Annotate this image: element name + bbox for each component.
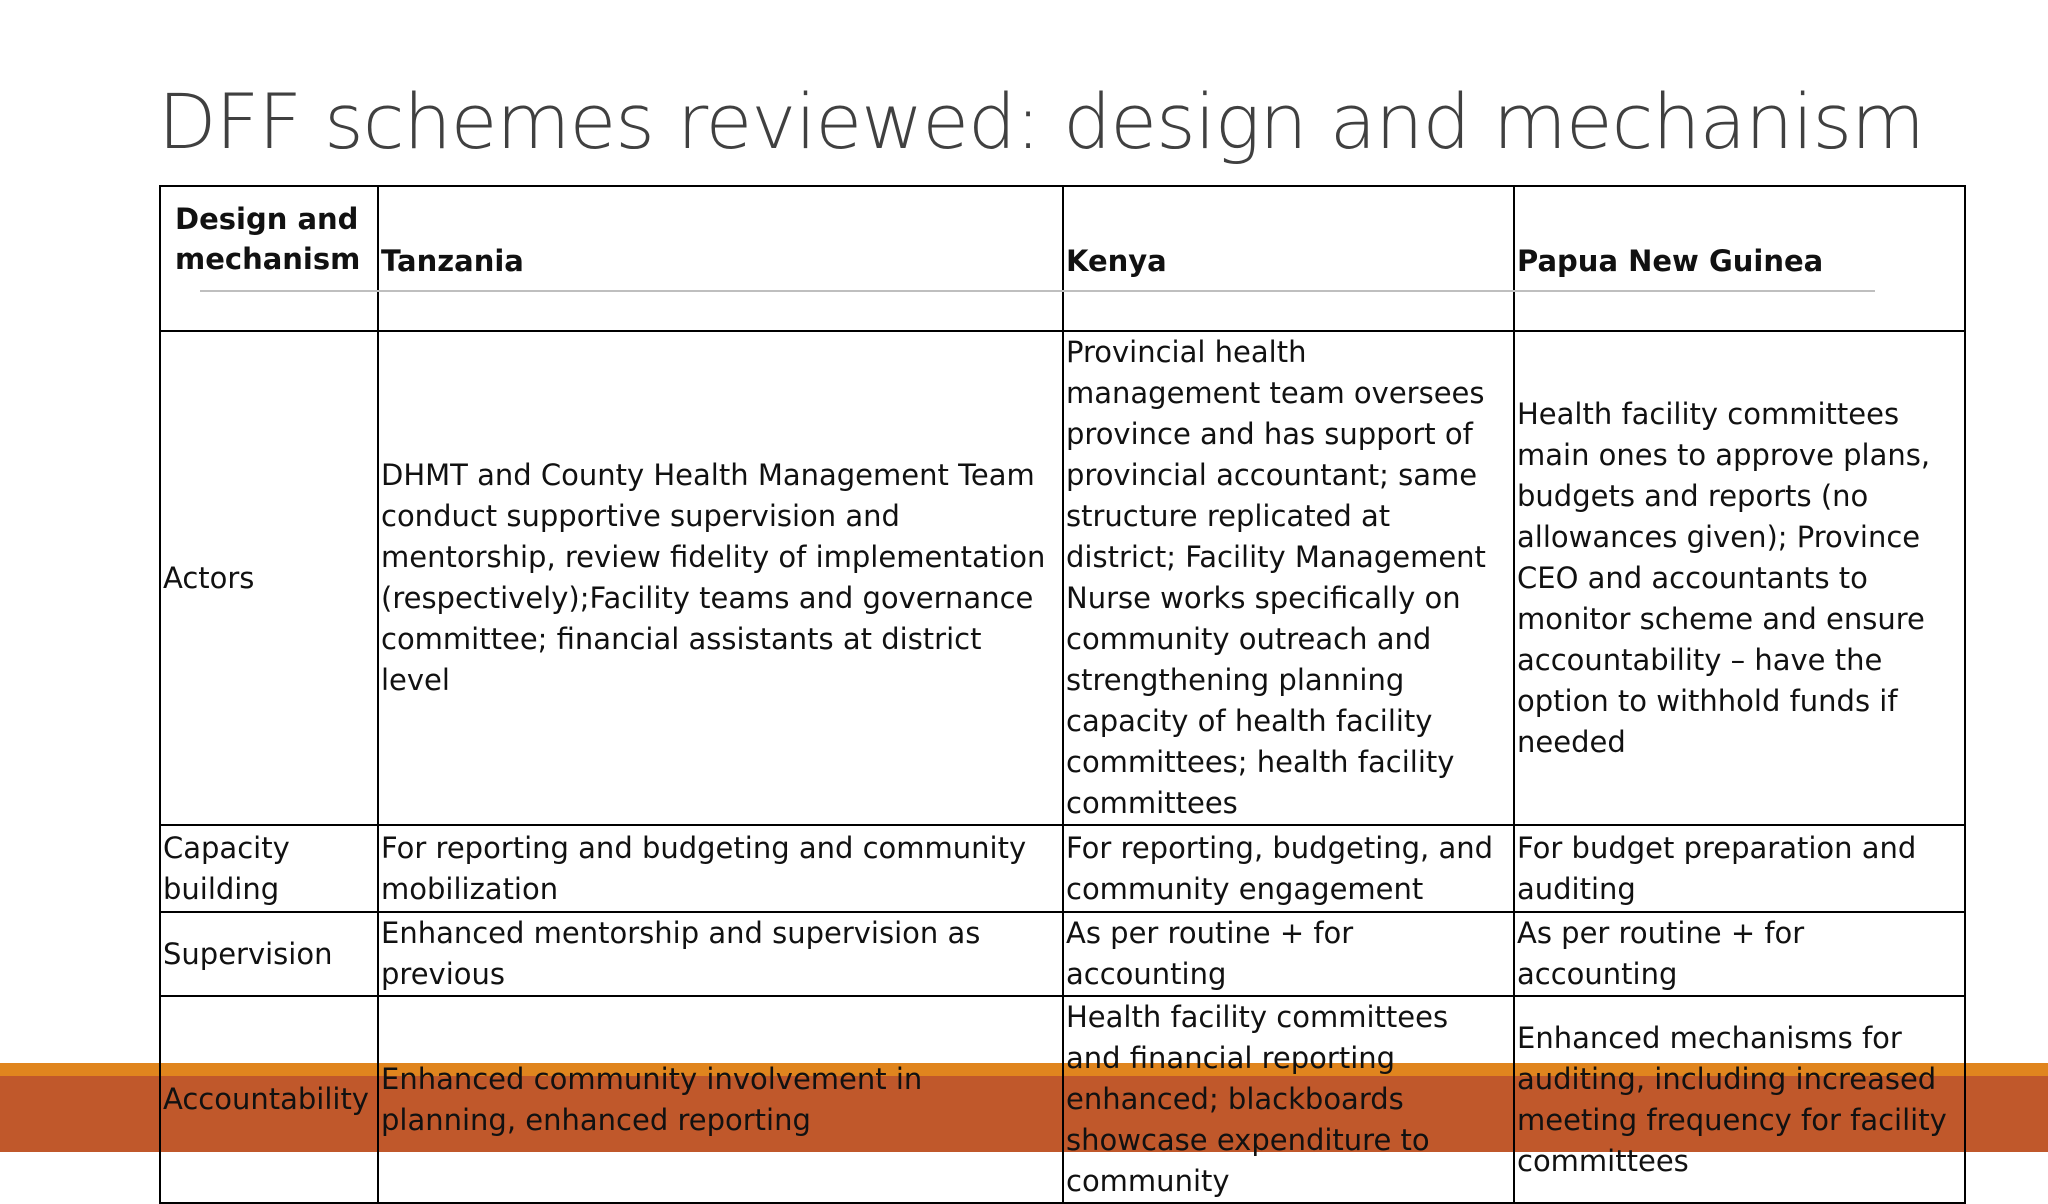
- header-cell-papua-new-guinea: Papua New Guinea: [1514, 186, 1965, 331]
- row-label-accountability: Accountability: [160, 996, 378, 1203]
- cell-actors-kenya: Provincial health management team oversees province and has support of provincial accountant; same structure replicated at district; Facility Management Nurse works specifically on community outreach and strengthening planning capacity of health facility committees; health facility committees: [1063, 331, 1514, 825]
- table-row-accountability: [160, 996, 1965, 1203]
- table-header-row: [160, 186, 1965, 331]
- row-label-actors: Actors: [160, 331, 378, 825]
- design-mechanism-table: [159, 185, 1966, 1204]
- header-divider-line: [200, 290, 1875, 292]
- cell-accountability-kenya: Health facility committees and financial reporting enhanced; blackboards showcase expenditure to community: [1063, 996, 1514, 1203]
- cell-actors-png: Health facility committees main ones to approve plans, budgets and reports (no allowances given); Province CEO and accountants to monitor scheme and ensure accountability – have the option to withhold funds if needed: [1514, 331, 1965, 825]
- cell-accountability-tanzania: Enhanced community involvement in planning, enhanced reporting: [378, 996, 1063, 1203]
- cell-capacity-png: For budget preparation and auditing: [1514, 825, 1965, 912]
- table-row-capacity-building: [160, 825, 1965, 912]
- slide-title: DFF schemes reviewed: design and mechanism: [158, 77, 1925, 166]
- cell-supervision-png: As per routine + for accounting: [1514, 912, 1965, 996]
- table-row-supervision: [160, 912, 1965, 996]
- row-label-supervision: Supervision: [160, 912, 378, 996]
- cell-capacity-tanzania: For reporting and budgeting and community mobilization: [378, 825, 1063, 912]
- header-cell-kenya: Kenya: [1063, 186, 1514, 331]
- table-row-actors: [160, 331, 1965, 825]
- cell-supervision-tanzania: Enhanced mentorship and supervision as previous: [378, 912, 1063, 996]
- header-cell-tanzania: Tanzania: [378, 186, 1063, 331]
- cell-actors-tanzania: DHMT and County Health Management Team conduct supportive supervision and mentorship, review fidelity of implementation (respectively);Facility teams and governance committee; financial assistants at district level: [378, 331, 1063, 825]
- row-label-capacity-building: Capacity building: [160, 825, 378, 912]
- cell-supervision-kenya: As per routine + for accounting: [1063, 912, 1514, 996]
- cell-accountability-png: Enhanced mechanisms for auditing, including increased meeting frequency for facility committees: [1514, 996, 1965, 1203]
- header-cell-design-mechanism: Design and mechanism: [160, 186, 378, 331]
- cell-capacity-kenya: For reporting, budgeting, and community engagement: [1063, 825, 1514, 912]
